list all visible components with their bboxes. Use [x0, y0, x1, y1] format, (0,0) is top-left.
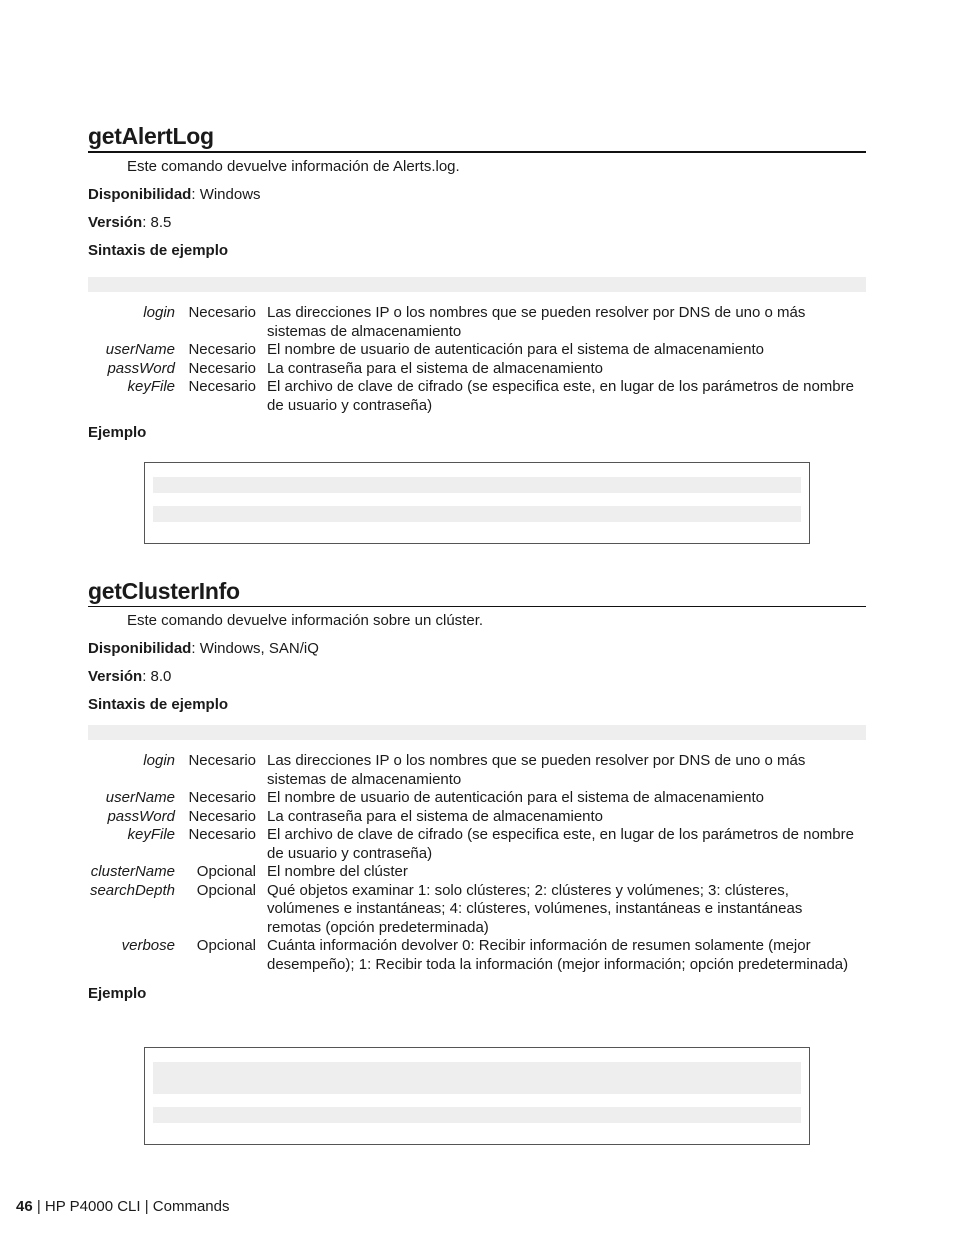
parameter-requirement: Necesario	[188, 826, 256, 843]
syntax-code-bar	[88, 277, 866, 292]
section-title: getAlertLog	[88, 121, 866, 153]
section-getclusterinfo	[88, 576, 866, 1004]
parameter-name: searchDepth	[89, 881, 175, 899]
example-code-line	[153, 1062, 801, 1094]
parameter-requirement: Opcional	[196, 881, 256, 899]
example-heading: Ejemplo	[88, 985, 147, 1002]
availability-line: Disponibilidad: Windows	[88, 186, 261, 203]
parameter-name: login	[143, 304, 175, 321]
parameter-table	[88, 304, 859, 415]
parameter-row	[88, 863, 859, 882]
parameter-description: El archivo de clave de cifrado (se especifica este, en lugar de los parámetros de nombre de usuario y contraseña)	[267, 378, 854, 414]
version-value: 8.0	[150, 668, 172, 685]
parameter-row	[88, 378, 859, 415]
example-code-line	[153, 477, 801, 493]
syntax-heading: Sintaxis de ejemplo	[88, 696, 229, 713]
parameter-requirement: Necesario	[188, 378, 256, 395]
availability-label: Disponibilidad	[88, 186, 192, 203]
parameter-description: El nombre de usuario de autenticación para el sistema de almacenamiento	[267, 341, 764, 358]
availability-line: Disponibilidad: Windows, SAN/iQ	[88, 640, 319, 657]
parameter-name: login	[143, 752, 175, 769]
parameter-requirement: Necesario	[188, 341, 256, 358]
parameter-description: El archivo de clave de cifrado (se especifica este, en lugar de los parámetros de nombre de usuario y contraseña)	[267, 826, 854, 862]
parameter-description: El nombre de usuario de autenticación para el sistema de almacenamiento	[267, 789, 764, 806]
parameter-requirement: Opcional	[196, 937, 256, 954]
parameter-row	[88, 341, 859, 360]
example-code-box	[144, 462, 810, 544]
parameter-requirement: Necesario	[188, 304, 256, 321]
section-title: getClusterInfo	[88, 576, 866, 607]
version-line: Versión: 8.5	[88, 214, 172, 231]
example-heading: Ejemplo	[88, 424, 147, 441]
parameter-name: keyFile	[127, 378, 175, 395]
section-description: Este comando devuelve información sobre un clúster.	[127, 612, 484, 629]
version-label: Versión	[88, 668, 143, 685]
footer-text: | HP P4000 CLI | Commands	[36, 1198, 230, 1215]
syntax-heading: Sintaxis de ejemplo	[88, 242, 229, 259]
parameter-name: verbose	[121, 937, 175, 954]
parameter-name: userName	[105, 341, 175, 358]
parameter-description: La contraseña para el sistema de almacenamiento	[267, 807, 604, 825]
version-value: 8.5	[150, 214, 172, 231]
parameter-name: passWord	[107, 807, 175, 825]
parameter-requirement: Necesario	[188, 359, 256, 377]
parameter-requirement: Necesario	[188, 807, 256, 825]
page-footer	[16, 1197, 229, 1217]
parameter-description: Qué objetos examinar 1: solo clústeres; 2: clústeres y volúmenes; 3: clústeres, volúmenes e instantáneas; 4: clústeres, volúmenes, instantáneas e instantáneas remotas (opción predeterminada)	[267, 881, 803, 936]
parameter-row	[88, 937, 859, 974]
version-label: Versión	[88, 214, 143, 231]
parameter-row	[88, 360, 859, 379]
parameter-requirement: Opcional	[196, 863, 256, 880]
availability-value: Windows, SAN/iQ	[199, 640, 319, 657]
section-getalertlog	[88, 121, 866, 443]
parameter-requirement: Necesario	[188, 789, 256, 806]
example-code-line	[153, 1107, 801, 1123]
parameter-name: clusterName	[90, 863, 175, 880]
parameter-row	[88, 826, 859, 863]
parameter-description: El nombre del clúster	[267, 863, 408, 880]
availability-value: Windows	[199, 186, 261, 203]
parameter-name: keyFile	[127, 826, 175, 843]
page-number: 46	[16, 1198, 33, 1215]
parameter-description: La contraseña para el sistema de almacenamiento	[267, 359, 604, 377]
parameter-row	[88, 808, 859, 827]
example-code-box	[144, 1047, 810, 1145]
parameter-row	[88, 882, 859, 938]
parameter-row	[88, 752, 859, 789]
parameter-description: Cuánta información devolver 0: Recibir información de resumen solamente (mejor desempeño); 1: Recibir toda la información (mejor información; opción predeterminada)	[267, 937, 849, 973]
parameter-description: Las direcciones IP o los nombres que se pueden resolver por DNS de uno o más sistemas de almacenamiento	[267, 752, 806, 788]
parameter-description: Las direcciones IP o los nombres que se pueden resolver por DNS de uno o más sistemas de almacenamiento	[267, 304, 806, 340]
parameter-row	[88, 304, 859, 341]
section-description: Este comando devuelve información de Alerts.log.	[127, 158, 460, 175]
parameter-requirement: Necesario	[188, 752, 256, 769]
syntax-code-bar	[88, 725, 866, 740]
example-code-line	[153, 506, 801, 522]
parameter-table	[88, 752, 859, 974]
parameter-name: passWord	[107, 359, 175, 377]
availability-label: Disponibilidad	[88, 640, 192, 657]
version-line: Versión: 8.0	[88, 668, 172, 685]
parameter-name: userName	[105, 789, 175, 806]
parameter-row	[88, 789, 859, 808]
